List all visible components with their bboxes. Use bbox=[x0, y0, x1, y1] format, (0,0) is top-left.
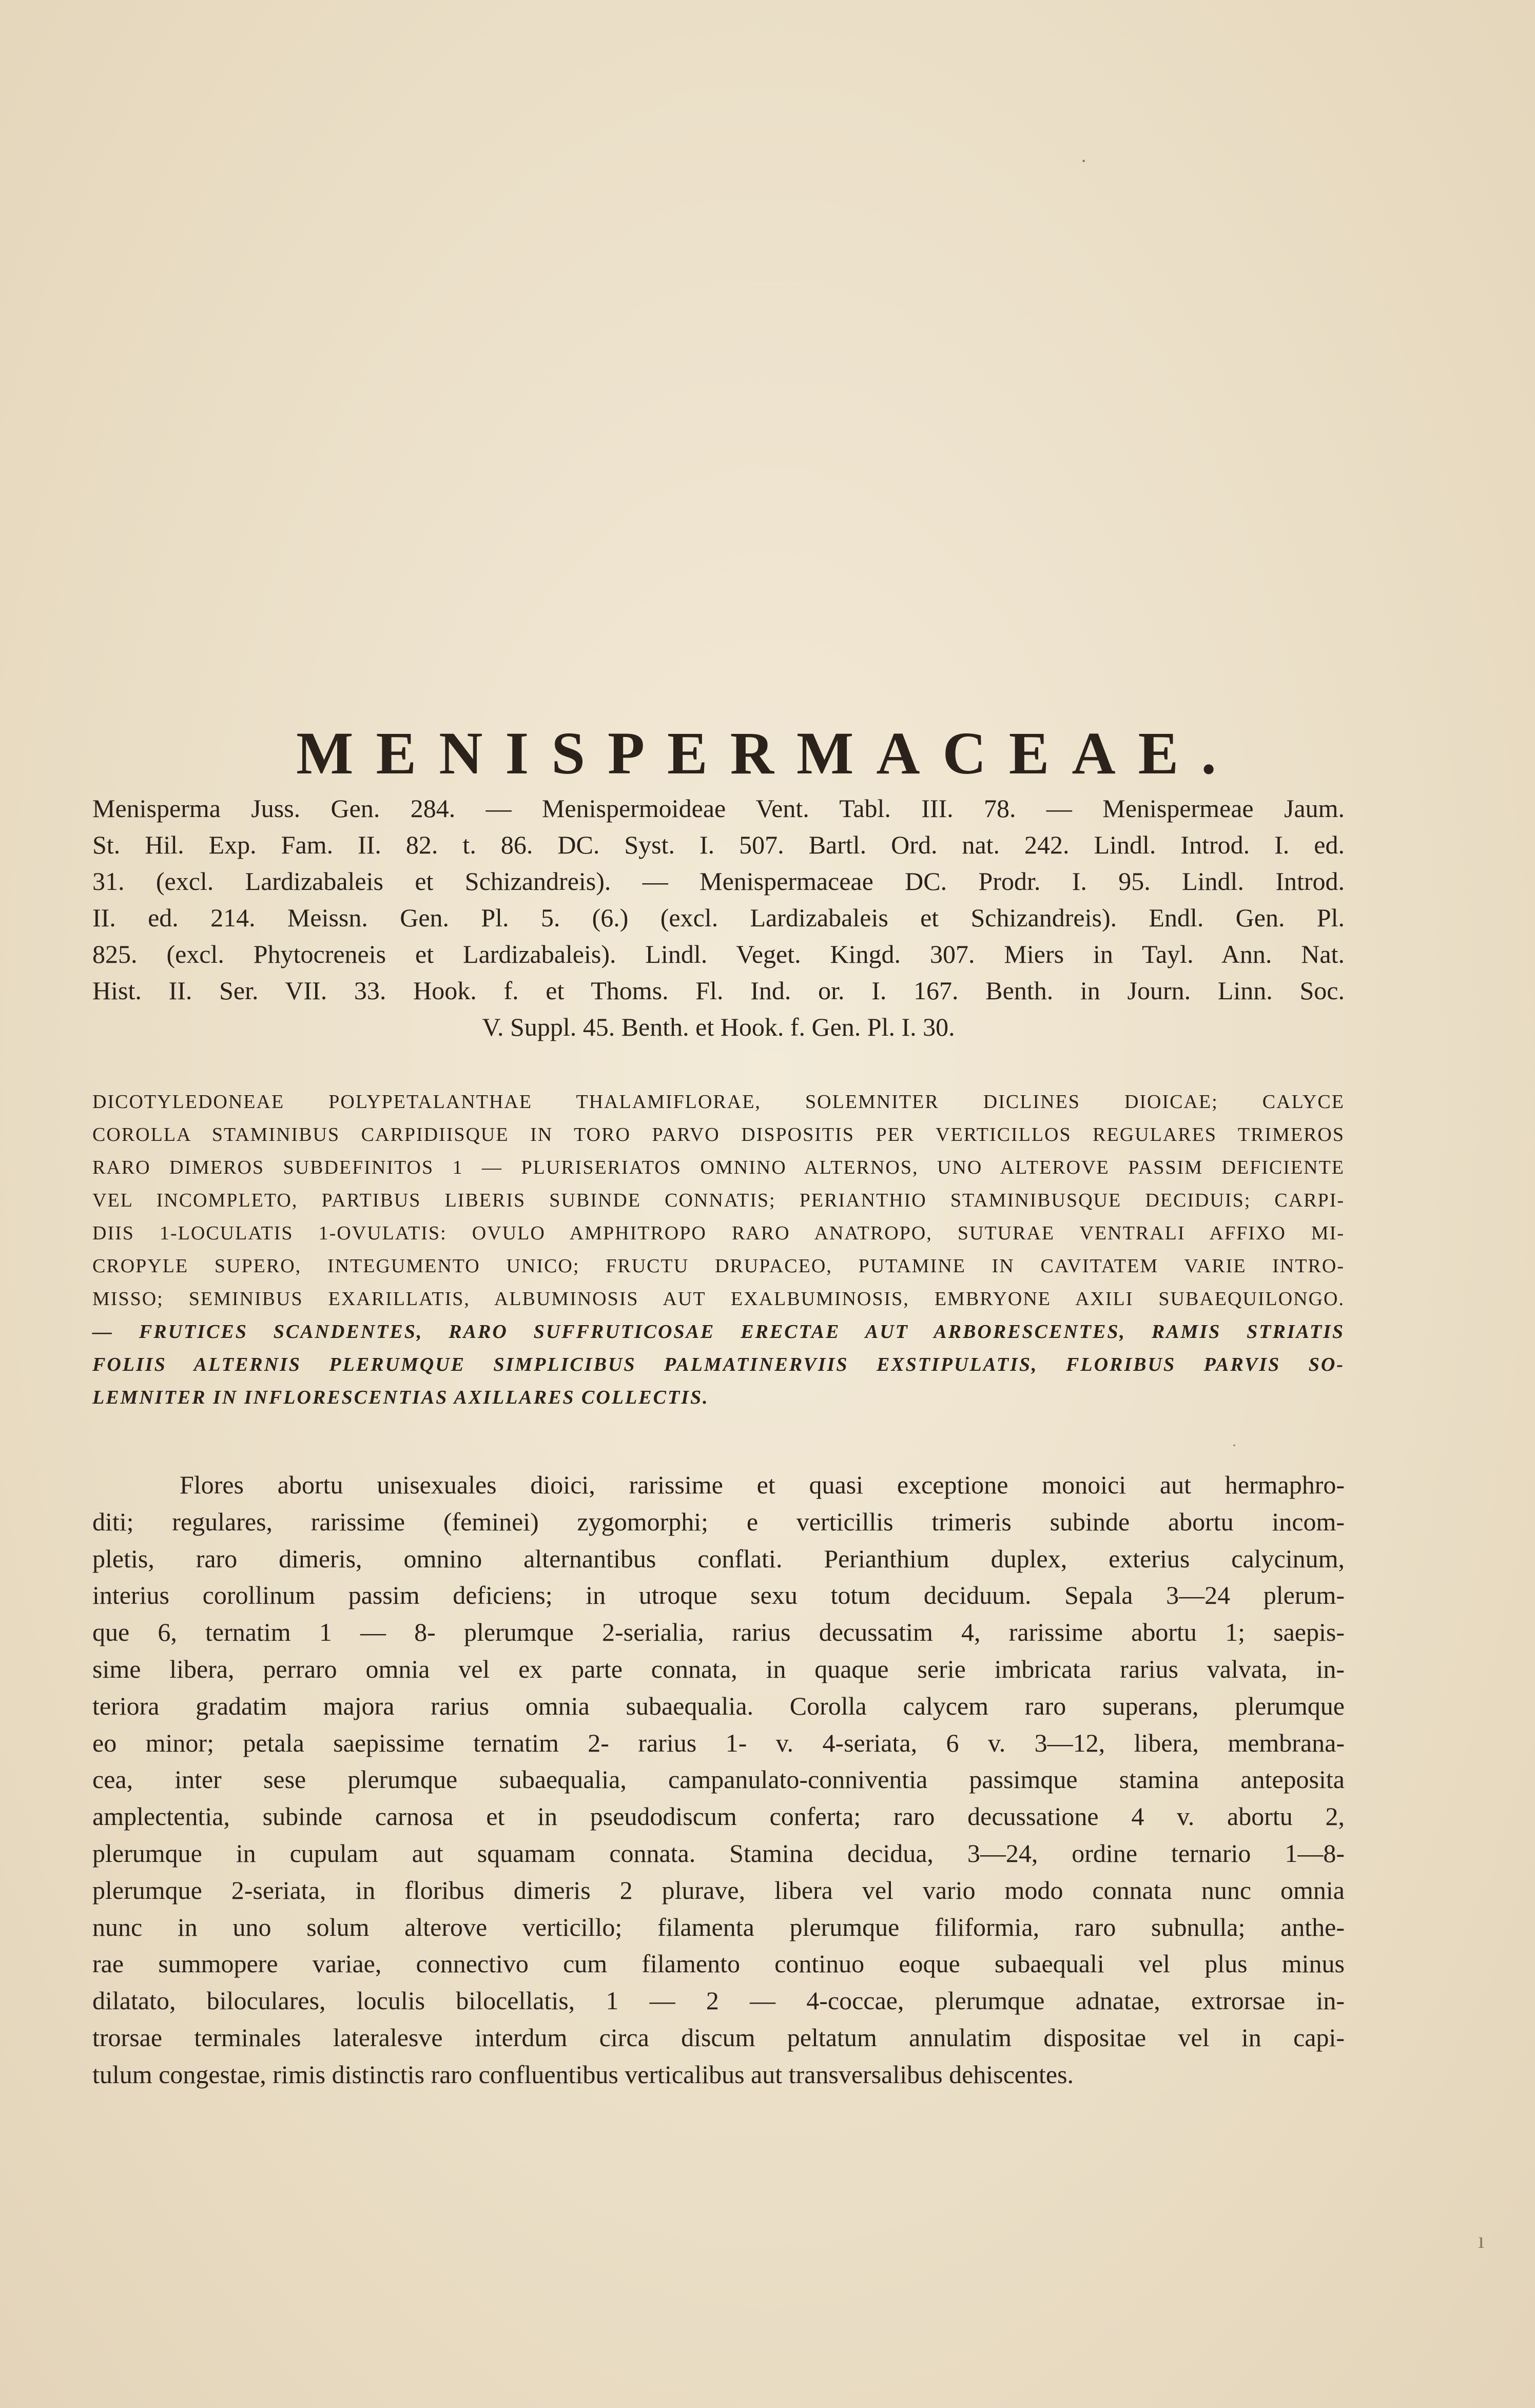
body-line: que 6, ternatim 1 — 8- plerumque 2-serialia, rarius decussatim 4, rarissime abortu 1; saepis- bbox=[92, 1618, 1345, 1647]
reference-line: II. ed. 214. Meissn. Gen. Pl. 5. (6.) (excl. Lardizabaleis et Schizandreis). Endl. Gen. Pl. bbox=[92, 903, 1345, 932]
body-line: eo minor; petala saepissime ternatim 2- rarius 1- v. 4-seriata, 6 v. 3—12, libera, membrana- bbox=[92, 1728, 1345, 1757]
paper-speck: · bbox=[1080, 149, 1087, 172]
diagnosis-block bbox=[92, 1085, 1345, 1414]
body-line: plerumque 2-seriata, in floribus dimeris 2 plurave, libera vel vario modo connata nunc omnia bbox=[92, 1875, 1345, 1905]
body-line: amplectentia, subinde carnosa et in pseudodiscum conferta; raro decussatione 4 v. abortu 2, bbox=[92, 1802, 1345, 1831]
diagnosis-line: — FRUTICES SCANDENTES, RARO SUFFRUTICOSAE ERECTAE AUT ARBORESCENTES, RAMIS STRIATIS bbox=[92, 1321, 1345, 1343]
diagnosis-line: DICOTYLEDONEAE POLYPETALANTHAE THALAMIFLORAE, SOLEMNITER DICLINES DIOICAE; CALYCE bbox=[92, 1091, 1345, 1113]
diagnosis-line: FOLIIS ALTERNIS PLERUMQUE SIMPLICIBUS PALMATINERVIIS EXSTIPULATIS, FLORIBUS PARVIS SO- bbox=[92, 1354, 1345, 1375]
diagnosis-line: DIIS 1-LOCULATIS 1-OVULATIS: OVULO AMPHITROPO RARO ANATROPO, SUTURAE VENTRALI AFFIXO MI- bbox=[92, 1222, 1345, 1244]
paper-speck: ı bbox=[1478, 2228, 1485, 2253]
body-line: diti; regulares, rarissime (feminei) zygomorphi; e verticillis trimeris subinde abortu incom- bbox=[92, 1507, 1345, 1536]
body-text bbox=[92, 1467, 1345, 2093]
body-line: dilatato, biloculares, loculis bilocellatis, 1 — 2 — 4-coccae, plerumque adnatae, extrorsae in- bbox=[92, 1986, 1345, 2015]
reference-line: St. Hil. Exp. Fam. II. 82. t. 86. DC. Syst. I. 507. Bartl. Ord. nat. 242. Lindl. Introd. I. ed. bbox=[92, 830, 1345, 859]
page-title: MENISPERMACEAE. bbox=[296, 720, 1239, 787]
body-line: tulum congestae, rimis distinctis raro confluentibus verticalibus aut transversalibus dehiscentes. bbox=[92, 2060, 1074, 2089]
paper-speck: · bbox=[1232, 1437, 1237, 1454]
diagnosis-line: LEMNITER IN INFLORESCENTIAS AXILLARES COLLECTIS. bbox=[92, 1387, 709, 1408]
body-line: trorsae terminales lateralesve interdum circa discum peltatum annulatim dispositae vel in capi- bbox=[92, 2023, 1345, 2052]
body-line: nunc in uno solum alterove verticillo; filamenta plerumque filiformia, raro subnulla; anthe- bbox=[92, 1912, 1345, 1941]
body-line: rae summopere variae, connectivo cum filamento continuo eoque subaequali vel plus minus bbox=[92, 1949, 1345, 1978]
reference-line: 31. (excl. Lardizabaleis et Schizandreis). — Menispermaceae DC. Prodr. I. 95. Lindl. Introd. bbox=[92, 867, 1345, 896]
reference-line: Hist. II. Ser. VII. 33. Hook. f. et Thoms. Fl. Ind. or. I. 167. Benth. in Journ. Linn. Soc. bbox=[92, 976, 1345, 1005]
body-line: interius corollinum passim deficiens; in utroque sexu totum deciduum. Sepala 3—24 plerum- bbox=[92, 1581, 1345, 1610]
diagnosis-line: VEL INCOMPLETO, PARTIBUS LIBERIS SUBINDE CONNATIS; PERIANTHIO STAMINIBUSQUE DECIDUIS; CARPI- bbox=[92, 1190, 1345, 1211]
body-line: teriora gradatim majora rarius omnia subaequalia. Corolla calycem raro superans, plerumque bbox=[92, 1691, 1345, 1720]
reference-line: 825. (excl. Phytocreneis et Lardizabaleis). Lindl. Veget. Kingd. 307. Miers in Tayl. Ann. Nat. bbox=[92, 940, 1345, 968]
diagnosis-line: COROLLA STAMINIBUS CARPIDIISQUE IN TORO PARVO DISPOSITIS PER VERTICILLOS REGULARES TRIMEROS bbox=[92, 1124, 1345, 1145]
body-line: Flores abortu unisexuales dioici, rarissime et quasi exceptione monoici aut hermaphro- bbox=[180, 1470, 1345, 1499]
diagnosis-line: MISSO; SEMINIBUS EXARILLATIS, ALBUMINOSIS AUT EXALBUMINOSIS, EMBRYONE AXILI SUBAEQUILONGO. bbox=[92, 1288, 1345, 1310]
body-line: sime libera, perraro omnia vel ex parte connata, in quaque serie imbricata rarius valvata, in- bbox=[92, 1654, 1345, 1683]
reference-line: Menisperma Juss. Gen. 284. — Menispermoideae Vent. Tabl. III. 78. — Menispermeae Jaum. bbox=[92, 794, 1345, 823]
body-line: pletis, raro dimeris, omnino alternantibus conflati. Perianthium duplex, exterius calycinum, bbox=[92, 1544, 1345, 1573]
reference-line: V. Suppl. 45. Benth. et Hook. f. Gen. Pl. I. 30. bbox=[482, 1013, 955, 1041]
diagnosis-line: RARO DIMEROS SUBDEFINITOS 1 — PLURISERIATOS OMNINO ALTERNOS, UNO ALTEROVE PASSIM DEFICIENTE bbox=[92, 1157, 1345, 1178]
references-block bbox=[92, 790, 1345, 1045]
body-line: plerumque in cupulam aut squamam connata. Stamina decidua, 3—24, ordine ternario 1—8- bbox=[92, 1838, 1345, 1868]
body-line: cea, inter sese plerumque subaequalia, campanulato-conniventia passimque stamina anteposita bbox=[92, 1765, 1345, 1794]
diagnosis-line: CROPYLE SUPERO, INTEGUMENTO UNICO; FRUCTU DRUPACEO, PUTAMINE IN CAVITATEM VARIE INTRO- bbox=[92, 1255, 1345, 1277]
